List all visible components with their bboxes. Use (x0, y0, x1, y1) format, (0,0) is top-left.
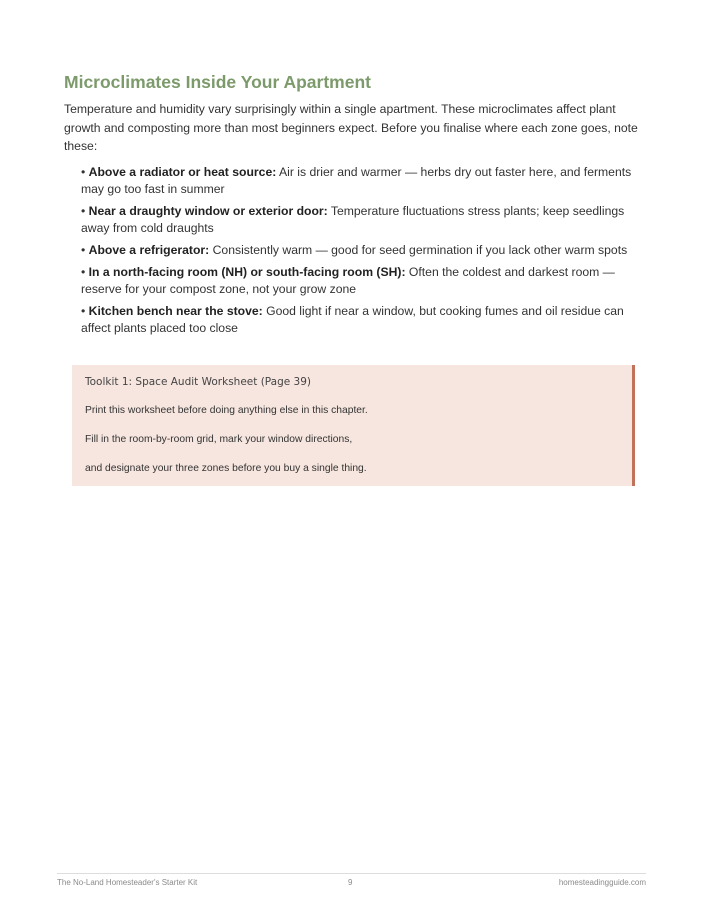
footer-page-number: 9 (348, 878, 353, 887)
toolkit-line: Fill in the room-by-room grid, mark your window directions, (85, 434, 353, 445)
list-item-label: Kitchen bench near the stove: (88, 304, 263, 318)
footer-website: homesteadingguide.com (558, 878, 646, 887)
list-item-label: Near a draughty window or exterior door: (88, 204, 328, 218)
footer-divider (57, 873, 646, 874)
list-item-text: Good light if near a window, but cooking fumes and oil residue can affect plants placed too close (81, 304, 624, 335)
list-item-text: Often the coldest and darkest room — reserve for your compost zone, not your grow zone (81, 265, 615, 296)
list-item (81, 203, 647, 237)
list-item-label: Above a refrigerator: (88, 243, 210, 257)
intro-paragraph: Temperature and humidity vary surprisingly within a single apartment. These microclimates affect plant growth and composting more than most beginners expect. Before you finalise where each zone goes, note these: (64, 102, 638, 153)
toolkit-line: and designate your three zones before you buy a single thing. (85, 463, 367, 474)
section-heading: Microclimates Inside Your Apartment (64, 72, 371, 92)
bullet-glyph: • (81, 204, 86, 218)
bullet-glyph: • (81, 265, 86, 279)
bullet-glyph: • (81, 243, 86, 257)
list-item (81, 264, 647, 298)
list-item-text: Consistently warm — good for seed germination if you lack other warm spots (209, 243, 628, 257)
list-item-label: Above a radiator or heat source: (88, 165, 277, 179)
toolkit-line: Print this worksheet before doing anything else in this chapter. (85, 405, 368, 416)
microclimate-list (81, 164, 647, 342)
toolkit-title: Toolkit 1: Space Audit Worksheet (Page 39) (85, 376, 312, 388)
list-item (81, 164, 647, 198)
bullet-glyph: • (81, 304, 86, 318)
list-item (81, 242, 647, 259)
list-item-text: Temperature fluctuations stress plants; keep seedlings away from cold draughts (81, 204, 625, 235)
toolkit-callout (72, 365, 635, 486)
list-item-text: Air is drier and warmer — herbs dry out faster here, and ferments may go too fast in summer (81, 165, 632, 196)
list-item (81, 303, 647, 337)
bullet-glyph: • (81, 165, 86, 179)
list-item-label: In a north-facing room (NH) or south-facing room (SH): (88, 265, 406, 279)
footer-book-title: The No-Land Homesteader's Starter Kit (57, 878, 198, 887)
